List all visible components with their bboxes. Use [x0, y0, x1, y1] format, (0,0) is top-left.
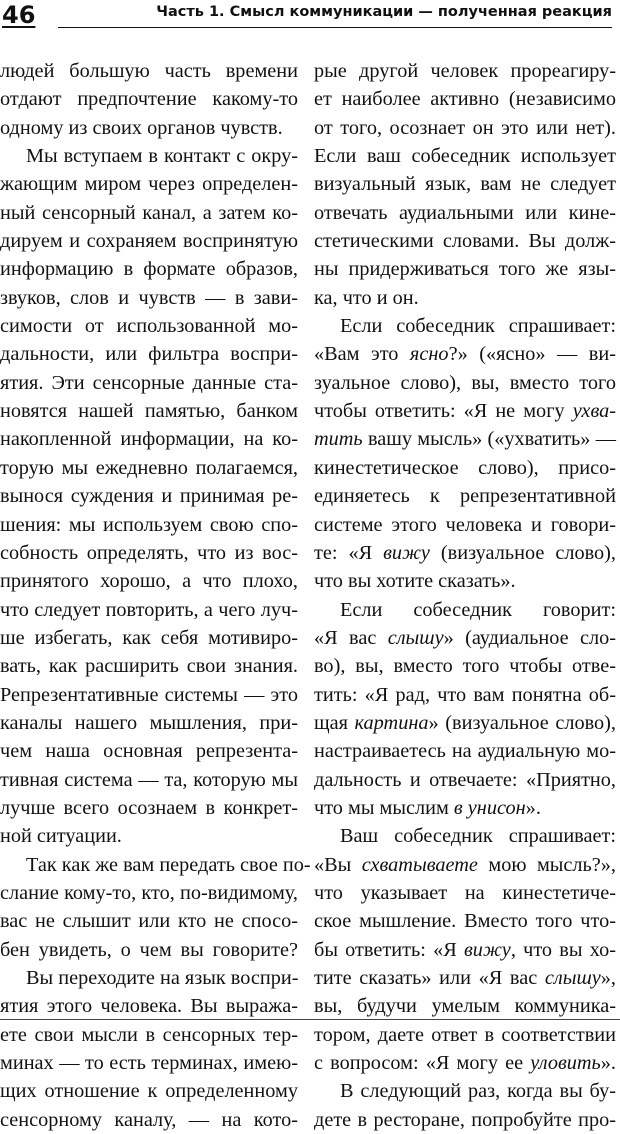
text-line: Ваш собеседник спрашивает:	[340, 825, 616, 848]
text-line: сенсорному каналу, — на кото-	[0, 1108, 298, 1131]
text-line: ятия. Эти сенсорные данные ста-	[0, 371, 298, 394]
text-line: что следует повторить, а чего луч-	[0, 598, 298, 621]
text-line: визуальный язык, вам не следует	[314, 173, 616, 196]
text-line: новятся нашей памятью, банком	[0, 400, 298, 423]
text-line: жающим миром через определен-	[0, 173, 298, 196]
text-line: дете в ресторане, попробуйте про-	[314, 1108, 616, 1131]
text-line: что мы мыслим в унисон».	[314, 796, 541, 819]
text-line: каналы нашего мышления, при-	[0, 711, 298, 734]
text-line: накопленной информации, на ко-	[0, 428, 298, 451]
running-header-title: Часть 1. Смысл коммуникации — полученная реакция	[156, 4, 612, 20]
text-line: тите сказать» или «Я вас слышу»,	[314, 967, 616, 989]
text-line: вать, как расширить свои знания.	[0, 655, 298, 678]
text-line: тивная система — та, которую мы	[0, 768, 298, 791]
text-line: что указывает на кинестетиче-	[314, 881, 616, 904]
text-line: щая картина» (визуальное слово),	[314, 711, 616, 734]
text-line: чтобы ответить: «Я не могу ухва-	[314, 400, 616, 423]
text-line: лучше всего осознаем в конкрет-	[0, 796, 298, 819]
text-line: ете свои мысли в сенсорных тер-	[0, 1023, 298, 1046]
text-line: Если ваш собеседник использует	[314, 145, 616, 168]
text-line: ный сенсорный канал, а затем ко-	[0, 201, 298, 224]
text-line: ше избегать, как себя мотивиро-	[0, 626, 298, 649]
text-line: вынося суждения и принимая ре-	[0, 485, 298, 508]
text-line: чем наша основная репрезента-	[0, 740, 298, 763]
text-line: настраиваетесь на аудиальную мо-	[314, 740, 616, 763]
text-line: от того, осознает он это или нет).	[314, 116, 616, 139]
text-line: собность определять, что из вос-	[0, 541, 298, 564]
text-line: вы, будучи умелым коммуника-	[314, 995, 616, 1018]
text-line: отвечать аудиальными или кине-	[314, 201, 616, 224]
text-line: ятия этого человека. Вы выража-	[0, 995, 298, 1018]
text-line: Репрезентативные системы — это	[0, 683, 298, 706]
text-line: щих отношение к определенному	[0, 1080, 298, 1103]
text-line: Мы вступаем в контакт с окру-	[26, 145, 298, 168]
text-line: Так как же вам передать свое по-	[26, 853, 311, 876]
text-line: тить: «Я рад, что вам понятна об-	[314, 683, 616, 706]
text-line: единяетесь к репрезентативной	[314, 485, 616, 508]
text-line: зуальное слово), вы, вместо того	[314, 371, 616, 394]
text-line: Если собеседник спрашивает:	[340, 315, 616, 338]
page-number: 46	[2, 1, 36, 29]
text-line: вас не слышит или кто не спосо-	[0, 910, 298, 933]
text-line: тором, даете ответ в соответствии	[314, 1023, 616, 1046]
text-line: звуков, слов и чувств — в зави-	[0, 286, 298, 309]
right-text-column	[314, 57, 616, 1134]
text-line: с вопросом: «Я могу ее уловить».	[314, 1052, 616, 1075]
text-line: симости от использованной мо-	[0, 315, 298, 338]
text-line: принятого хорошо, а что плохо,	[0, 570, 298, 593]
text-line: Вы переходите на язык воспри-	[26, 967, 299, 989]
text-line: что вы хотите сказать».	[314, 570, 516, 593]
text-line: Если собеседник говорит:	[340, 598, 616, 621]
text-line: дальности, или фильтра воспри-	[0, 343, 298, 366]
text-line: информацию в формате образов,	[0, 258, 298, 281]
text-line: бен увидеть, о чем вы говорите?	[0, 938, 298, 961]
text-line: ной ситуации.	[0, 825, 122, 848]
text-line: одному из своих органов чувств.	[0, 116, 283, 139]
text-line: «Вы схватываете мою мысль?»,	[314, 853, 616, 876]
text-line: бы ответить: «Я вижу, что вы хо-	[314, 938, 617, 961]
left-text-column	[0, 57, 311, 1134]
text-line: системе этого человека и говори-	[314, 513, 616, 536]
text-line: минах — то есть терминах, имею-	[0, 1052, 298, 1075]
footer-rule	[0, 1019, 620, 1020]
text-line: В следующий раз, когда вы бу-	[340, 1080, 616, 1103]
header-rule	[58, 27, 612, 28]
text-line: «Я вас слышу» (аудиальное сло-	[314, 626, 617, 649]
text-line: рые другой человек прореагиру-	[314, 60, 616, 82]
text-line: дальность и отвечаете: «Приятно,	[314, 768, 616, 791]
text-line: отдают предпочтение какому-то	[0, 88, 298, 111]
text-line: стетическими словами. Вы долж-	[314, 230, 616, 253]
text-line: те: «Я вижу (визуальное слово),	[314, 541, 616, 564]
text-line: слание кому-то, кто, по-видимому,	[0, 881, 298, 904]
text-line: шения: мы используем свою спо-	[0, 513, 298, 536]
text-line: ка, что и он.	[314, 286, 419, 309]
text-line: торую мы ежедневно полагаемся,	[0, 456, 298, 479]
text-line: ет наиболее активно (независимо	[314, 88, 616, 111]
text-line: ское мышление. Вместо того что-	[314, 910, 616, 933]
text-line: дируем и сохраняем воспринятую	[0, 230, 298, 253]
text-line: ны придерживаться того же язы-	[314, 258, 616, 281]
text-line: «Вам это ясно?» («ясно» — ви-	[314, 343, 616, 366]
text-line: людей большую часть времени	[0, 60, 298, 82]
text-line: кинестетическое слово), присо-	[314, 456, 616, 479]
text-line: во), вы, вместо того чтобы отве-	[314, 655, 616, 678]
text-line: тить вашу мысль» («ухватить» —	[314, 428, 616, 451]
